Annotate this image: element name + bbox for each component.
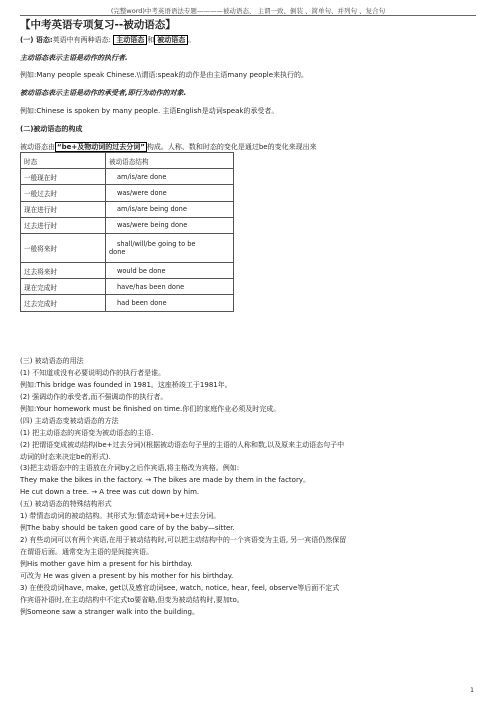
tense-cell: 一般过去时 — [21, 185, 106, 201]
table-row — [21, 169, 234, 185]
header-cell-structure: 被动语态结构 — [106, 153, 234, 169]
body-line: 可改为 He was given a present by his mother for his birthday. — [20, 572, 234, 580]
period: 。 — [188, 36, 196, 44]
structure-text: would be done — [117, 266, 166, 275]
document-title: 【中考英语专项复习--被动语态】 — [20, 19, 176, 31]
table-row — [21, 217, 234, 233]
structure-text: was/were done — [117, 188, 167, 197]
tense-cell: 现在完成时 — [21, 279, 106, 295]
table-row — [21, 233, 234, 262]
be-past-participle-box: “be+及物动词的过去分词” — [57, 143, 145, 151]
structure-cell — [106, 201, 234, 217]
structure-text: shall/will/be going to be — [117, 239, 196, 248]
body-line: (四) 主动语态变被动语态的方法 — [20, 417, 119, 425]
header-cell-tense: 时态 — [21, 153, 106, 169]
tense-table — [20, 152, 234, 312]
structure-text: am/is/are being done — [117, 205, 187, 214]
body-line: 1) 带情态动词的被动结构。其形式为:情态动词+be+过去分词。 — [20, 512, 221, 520]
body-line: (三) 被动语态的用法 — [20, 357, 84, 365]
body-line: 2) 有些动词可以有两个宾语,在用于被动结构时,可以把主动结构中的一个宾语变为主语, 另一宾语仍然保留 — [20, 536, 347, 544]
structure-text: was/were being done — [117, 221, 188, 230]
passive-example: 例如:Chinese is spoken by many people. 主语English是动词speak的承受者。 — [20, 107, 279, 115]
section-1-intro — [20, 36, 195, 45]
table-row — [21, 262, 234, 278]
body-line: 3) 在使役动词have, make, get以及感官动词see, watch, notice, hear, feel, observe等后面不定式 — [20, 584, 340, 592]
body-line: (3)把主动语态中的主语放在介词by之后作宾语,将主格改为宾格。例如: — [20, 464, 240, 472]
table-row — [21, 279, 234, 295]
tense-cell: 现在进行时 — [21, 201, 106, 217]
table-row — [21, 185, 234, 201]
active-voice-term: 主动语态 — [113, 35, 147, 45]
structure-cell — [106, 217, 234, 233]
structure-cell — [106, 233, 234, 262]
structure-cell — [106, 169, 234, 185]
and-word: 和 — [147, 36, 155, 44]
structure-text: had been done — [117, 298, 167, 307]
table-row — [21, 201, 234, 217]
tense-cell: 一般将来时 — [21, 233, 106, 262]
body-line: 例The baby should be taken good care of by the baby—sitter. — [20, 524, 235, 532]
structure-cell — [106, 262, 234, 278]
section-2-text-c: 构成。人称、数和时态的变化是通过be的变化来现出来 — [146, 143, 317, 151]
section-1-text: 英语中有两种语态: — [52, 36, 111, 44]
body-line: 例如:This bridge was founded in 1981。这座桥竣工于1981年。 — [20, 381, 232, 389]
structure-cell — [106, 185, 234, 201]
body-line: 例如:Your homework must be finished on time.你们的家庭作业必须及时完成。 — [20, 405, 281, 413]
table-row — [21, 295, 234, 311]
section-1-prefix: (一) 语态: — [20, 36, 53, 44]
body-line: He cut down a tree. → A tree was cut down by him. — [20, 488, 200, 496]
section-2-text — [20, 143, 317, 152]
body-line: (2) 把谓语变成被动结构(be+过去分词)(根据被动语态句子里的主语的人称和数,以及原来主动语态句子中 — [20, 441, 345, 449]
body-line: 作宾语补语时,在主动结构中不定式to要省略,但变为被动结构时,要加to。 — [20, 596, 244, 604]
body-line: 动词的时态来决定be的形式). — [20, 453, 111, 461]
tense-cell: 过去完成时 — [21, 295, 106, 311]
structure-cell — [106, 295, 234, 311]
body-line: 例His mother gave him a present for his birthday. — [20, 560, 193, 568]
body-line: 例Someone saw a stranger walk into the building。 — [20, 608, 199, 616]
tense-cell: 过去进行时 — [21, 217, 106, 233]
body-line: (2) 强调动作的承受者,而不强调动作的执行者。 — [20, 393, 168, 401]
header-rule — [20, 15, 476, 16]
body-line: 在谓语后面。通常变为主语的是间接宾语。 — [20, 548, 153, 556]
passive-definition: 被动语态表示主语是动作的承受者,即行为动作的对象. — [20, 89, 187, 97]
body-line: (1) 不知道或没有必要说明动作的执行者是谁。 — [20, 369, 166, 377]
body-line: (1) 把主动语态的宾语变为被动语态的主语. — [20, 429, 154, 437]
structure-cell — [106, 279, 234, 295]
structure-text-cont: done — [109, 247, 126, 256]
table-header-row — [21, 153, 234, 169]
structure-text: am/is/are done — [117, 172, 167, 181]
body-line: (五) 被动语态的特殊结构形式 — [20, 500, 112, 508]
body-line: They make the bikes in the factory. → The bikes are made by them in the factory。 — [20, 476, 310, 484]
tense-cell: 一般现在时 — [21, 169, 106, 185]
section-2-heading: (二)被动语态的构成 — [20, 125, 83, 133]
running-header: (完整word)中考英语语法专题————被动语态、 主谓一致、倒装 、简单句、并列句 、复合句 — [110, 7, 386, 15]
tense-cell: 过去将来时 — [21, 262, 106, 278]
active-definition: 主动语态表示主语是动作的执行者. — [20, 54, 128, 62]
passive-voice-term: 被动语态 — [154, 35, 188, 45]
section-2-text-a: 被动语态由 — [20, 143, 55, 151]
active-example: 例如:Many people speak Chinese.\\谓语:speak的动作是由主语many people来执行的。 — [20, 71, 309, 79]
structure-text: have/has been done — [117, 282, 185, 291]
page-number: 1 — [470, 687, 474, 694]
